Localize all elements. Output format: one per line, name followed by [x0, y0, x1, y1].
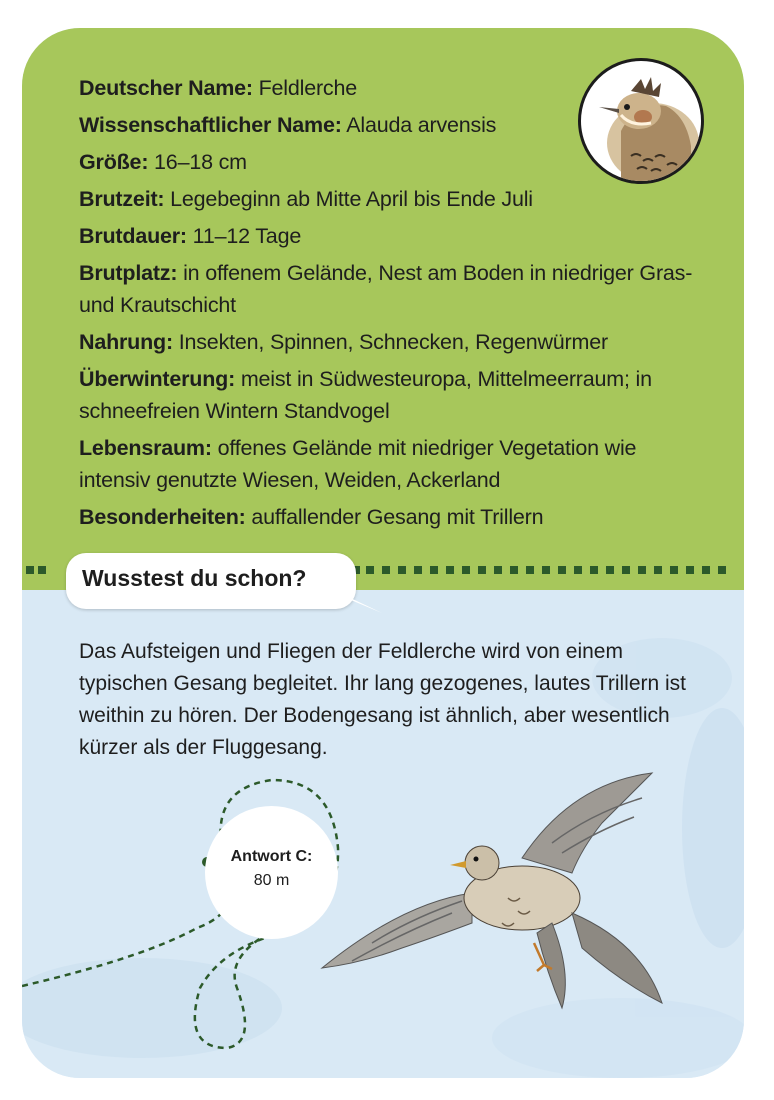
trivia-text: Das Aufsteigen und Fliegen der Feldlerche wird von einem typischen Gesang begleitet. Ihr lang gezogenes, lautes Trillern ist weithin zu hören. Der Bodengesang ist ähnlich, aber wesentlich kürzer als der Fluggesang.	[79, 640, 687, 759]
fact-breeding-season: Brutzeit: Legebeginn ab Mitte April bis Ende Juli	[79, 187, 533, 211]
fact-size: Größe: 16–18 cm	[79, 150, 247, 174]
fact-wintering: Überwinterung: meist in Südwesteuropa, Mittelmeerraum; in schneefreien Wintern Standvogel	[79, 367, 652, 423]
trivia-heading-bubble	[66, 553, 356, 609]
fact-habitat: Lebensraum: offenes Gelände mit niedriger Vegetation wie intensiv genutzte Wiesen, Weiden, Ackerland	[79, 436, 637, 492]
answer-value: 80 m	[253, 872, 290, 889]
skylark-flying-icon	[322, 773, 662, 1008]
fact-special: Besonderheiten: auffallender Gesang mit Trillern	[79, 505, 544, 529]
fact-incubation: Brutdauer: 11–12 Tage	[79, 224, 302, 248]
fact-food: Nahrung: Insekten, Spinnen, Schnecken, Regenwürmer	[79, 330, 608, 354]
fact-german-name: Deutscher Name: Feldlerche	[79, 76, 357, 100]
fact-scientific-name: Wissenschaftlicher Name: Alauda arvensis	[79, 113, 497, 137]
answer-circle	[205, 806, 338, 939]
trivia-heading: Wusstest du schon?	[82, 565, 307, 591]
answer-label: Antwort C:	[230, 848, 313, 865]
bird-fact-card	[22, 28, 744, 1078]
fact-nest-site: Brutplatz: in offenem Gelände, Nest am Boden in niedriger Gras- und Krautschicht	[79, 261, 693, 317]
